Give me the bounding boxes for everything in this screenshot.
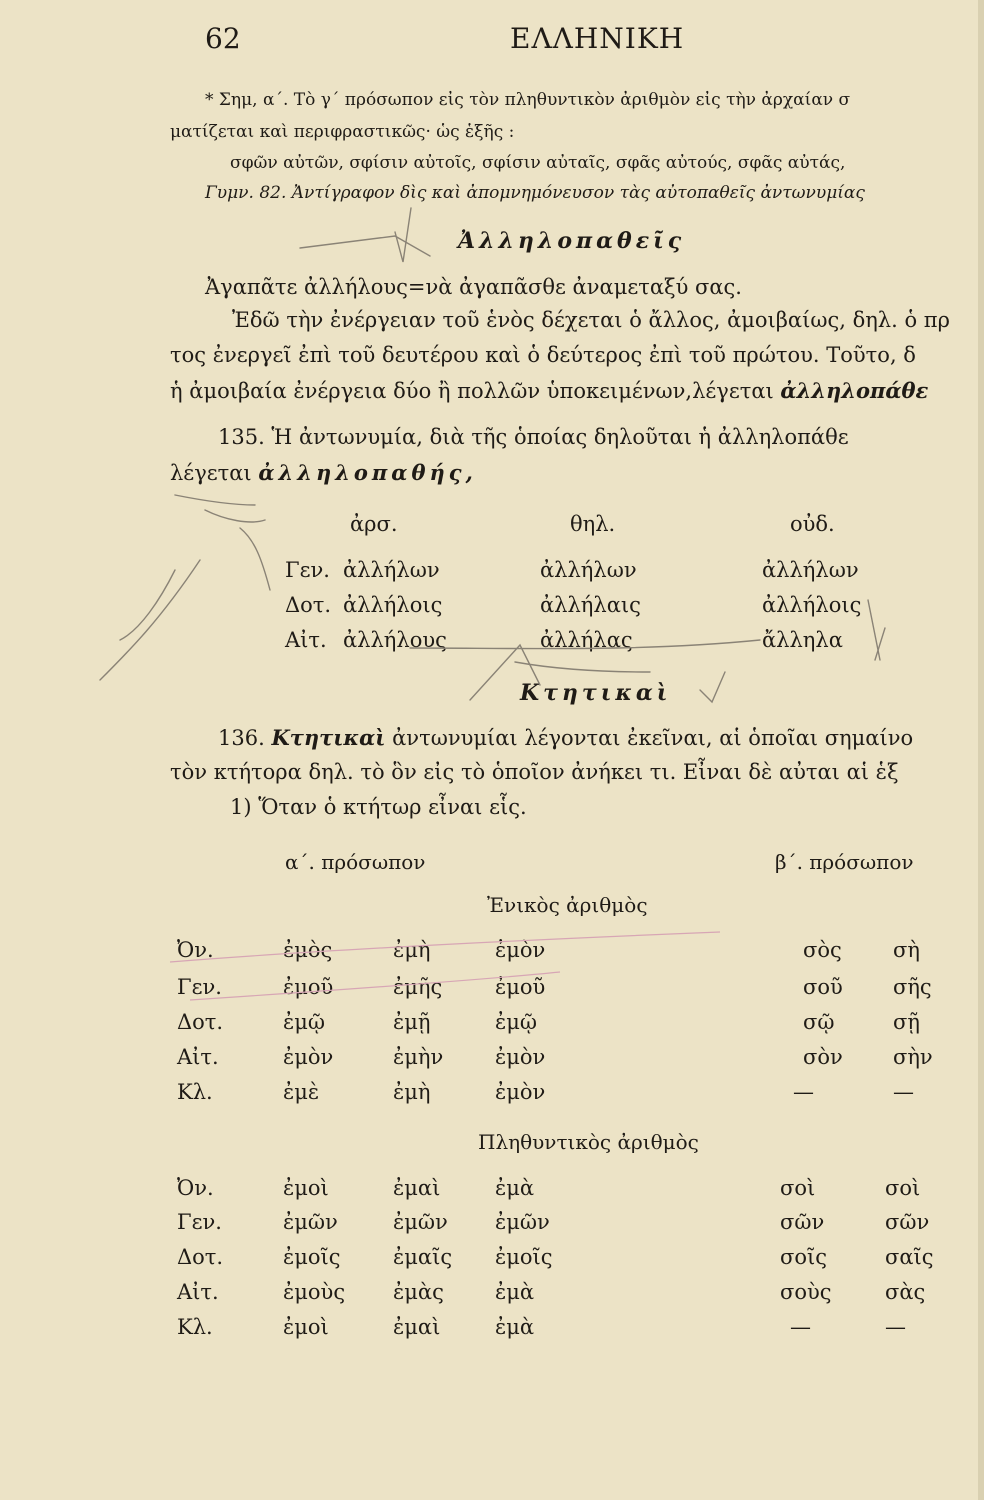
note-line-4: Γυμν. 82. Ἀντίγραφον δὶς καὶ ἀπομνημόνευσον τὰς αὐτοπαθεῖς ἀντωνυμίας (205, 183, 865, 203)
table-cell: ἀλλήλων (343, 558, 440, 582)
table-cell: — (893, 1080, 914, 1104)
case-label: Κλ. (177, 1315, 213, 1339)
table-cell: σοὺς (780, 1280, 832, 1304)
term-allelopathes: ἀλληλοπαθής, (258, 460, 477, 485)
table-cell: ἐμαὶ (393, 1315, 441, 1339)
table-cell: ἐμὸν (283, 1045, 334, 1069)
case-label: Γεν. (177, 1210, 222, 1234)
pencil-mark (515, 662, 650, 672)
table-cell: ἐμοῖς (495, 1245, 553, 1269)
text-line: τὸν κτήτορα δηλ. τὸ ὃν εἰς τὸ ὁποῖον ἀνήκει τι. Εἶναι δὲ αὐται αἱ ἑξ (170, 760, 899, 784)
pencil-mark (875, 628, 885, 660)
table-cell: ἐμῆς (393, 975, 443, 999)
pencil-mark (120, 570, 175, 640)
table-cell: ἐμὸν (495, 1080, 546, 1104)
table-cell: σῇ (893, 1010, 920, 1034)
col-header-masculine: ἀρσ. (350, 512, 398, 536)
table-cell: σῷ (803, 1010, 835, 1034)
table-cell: — (790, 1315, 811, 1339)
plural-heading: Πληθυντικὸς ἀριθμὸς (478, 1130, 699, 1154)
page-number: 62 (205, 22, 241, 55)
text-line: τος ἐνεργεῖ ἐπὶ τοῦ δευτέρου καὶ ὁ δεύτερος ἐπὶ τοῦ πρώτου. Τοῦτο, δ (170, 343, 916, 367)
table-cell: ἀλλήλων (762, 558, 859, 582)
pencil-mark (240, 528, 270, 590)
table-cell: ἀλλήλοις (762, 593, 862, 617)
table-cell: ἐμὰ (495, 1176, 535, 1200)
case-label: Ὀν. (177, 938, 214, 962)
table-cell: ἀλλήλας (540, 628, 633, 652)
table-cell: ἄλληλα (762, 628, 843, 652)
table-cell: ἐμὴ (393, 938, 431, 962)
table-cell: σὰς (885, 1280, 926, 1304)
pencil-mark (205, 510, 265, 522)
term-allelopatheia: ἀλληλοπάθε (780, 378, 929, 403)
table-cell: σῶν (780, 1210, 825, 1234)
table-cell: ἀλλήλοις (343, 593, 443, 617)
table-cell: σοὶ (780, 1176, 816, 1200)
pencil-mark (100, 560, 200, 680)
paragraph-136 (218, 725, 913, 750)
note-line-3: σφῶν αὐτῶν, σφίσιν αὐτοῖς, σφίσιν αὐταῖς, σφᾶς αὐτούς, σφᾶς αὐτάς, (230, 153, 846, 173)
note-line-2: ματίζεται καὶ περιφραστικῶς· ὡς ἑξῆς : (170, 122, 515, 142)
table-cell: σαῖς (885, 1245, 934, 1269)
paragraph-135-cont (170, 460, 477, 485)
table-cell: ἐμὸν (495, 938, 546, 962)
case-label: Αἰτ. (177, 1280, 219, 1304)
table-cell: σῆς (893, 975, 932, 999)
term-ktetikai: Κτητικαὶ (271, 725, 386, 750)
section-heading-allelopatheis: Ἀλληλοπαθεῖς (458, 228, 686, 254)
text-span: ἡ ἀμοιβαία ἐνέργεια δύο ἢ πολλῶν ὑποκειμένων,λέγεται (170, 379, 781, 403)
pencil-mark (300, 236, 430, 256)
table-cell: ἐμὲ (283, 1080, 320, 1104)
case-label: Γεν. (177, 975, 222, 999)
person-1-heading: α΄. πρόσωπον (285, 850, 426, 874)
table-cell: ἐμὰ (495, 1280, 535, 1304)
table-cell: ἐμῇ (393, 1010, 431, 1034)
table-cell: σοῖς (780, 1245, 827, 1269)
table-cell: ἐμὸν (495, 1045, 546, 1069)
table-cell: σοῦ (803, 975, 843, 999)
case-label: Κλ. (177, 1080, 213, 1104)
pencil-mark (868, 600, 880, 660)
table-cell: — (885, 1315, 906, 1339)
table-cell: ἐμὰ (495, 1315, 535, 1339)
table-cell: ἐμαὶ (393, 1176, 441, 1200)
table-cell: ἐμὰς (393, 1280, 444, 1304)
col-header-neuter: οὐδ. (790, 512, 835, 536)
case-label: Γεν. (285, 558, 330, 582)
text-line: Ἀγαπᾶτε ἀλλήλους=νὰ ἀγαπᾶσθε ἀναμεταξύ σας. (205, 275, 742, 299)
case-label: Δοτ. (177, 1245, 224, 1269)
table-cell: ἐμὸς (283, 938, 333, 962)
case-label: Αἰτ. (285, 628, 327, 652)
table-cell: ἐμοῖς (283, 1245, 341, 1269)
pink-pencil-mark (170, 932, 720, 962)
text-line: 1) Ὅταν ὁ κτήτωρ εἶναι εἷς. (230, 795, 527, 819)
text-line (170, 378, 928, 403)
table-cell: σὸν (803, 1045, 843, 1069)
table-cell: σῶν (885, 1210, 930, 1234)
section-heading-ktetikai: Κτητικαὶ (520, 680, 672, 706)
person-2-heading: β΄. πρόσωπον (775, 850, 914, 874)
case-label: Δοτ. (285, 593, 332, 617)
table-cell: ἐμῶν (495, 1210, 550, 1234)
table-cell: ἐμῷ (283, 1010, 326, 1034)
table-cell: ἀλλήλους (343, 628, 447, 652)
paragraph-135: 135. Ἡ ἀντωνυμία, διὰ τῆς ὁποίας δηλοῦται ἡ ἀλληλοπάθε (218, 425, 849, 449)
case-label: Αἰτ. (177, 1045, 219, 1069)
table-cell: σὴν (893, 1045, 933, 1069)
singular-heading: Ἐνικὸς ἀριθμὸς (487, 893, 648, 917)
pencil-mark (395, 208, 411, 262)
table-cell: ἀλλήλαις (540, 593, 641, 617)
pencil-mark (700, 672, 725, 702)
table-cell: σὴ (893, 938, 920, 962)
table-cell: ἐμοὺς (283, 1280, 346, 1304)
table-cell: ἐμαῖς (393, 1245, 453, 1269)
text-span: ἀντωνυμίαι λέγονται ἐκεῖναι, αἱ ὁποῖαι σημαίνο (385, 726, 914, 750)
case-label: Δοτ. (177, 1010, 224, 1034)
table-cell: ἐμοὶ (283, 1176, 329, 1200)
table-cell: ἐμὴν (393, 1045, 444, 1069)
table-cell: ἐμῷ (495, 1010, 538, 1034)
table-cell: ἀλλήλων (540, 558, 637, 582)
table-cell: ἐμὴ (393, 1080, 431, 1104)
col-header-feminine: θηλ. (570, 512, 616, 536)
table-cell: σὸς (803, 938, 842, 962)
text-line: Ἐδῶ τὴν ἐνέργειαν τοῦ ἑνὸς δέχεται ὁ ἄλλος, ἀμοιβαίως, δηλ. ὁ πρ (232, 308, 950, 332)
page-edge (978, 0, 984, 1500)
table-cell: ἐμοὶ (283, 1315, 329, 1339)
table-cell: ἐμοῦ (283, 975, 334, 999)
text-span: λέγεται (170, 461, 259, 485)
table-cell: — (793, 1080, 814, 1104)
table-cell: ἐμῶν (393, 1210, 448, 1234)
note-line-1: * Σημ, α΄. Τὸ γ΄ πρόσωπον εἰς τὸν πληθυντικὸν ἀριθμὸν εἰς τὴν ἀρχαίαν σ (205, 90, 851, 110)
text-span: 136. (218, 726, 272, 750)
table-cell: σοὶ (885, 1176, 921, 1200)
pencil-mark (175, 495, 255, 505)
table-cell: ἐμῶν (283, 1210, 338, 1234)
table-cell: ἐμοῦ (495, 975, 546, 999)
page-title: ΕΛΛΗΝΙΚΗ (510, 22, 685, 55)
case-label: Ὀν. (177, 1176, 214, 1200)
